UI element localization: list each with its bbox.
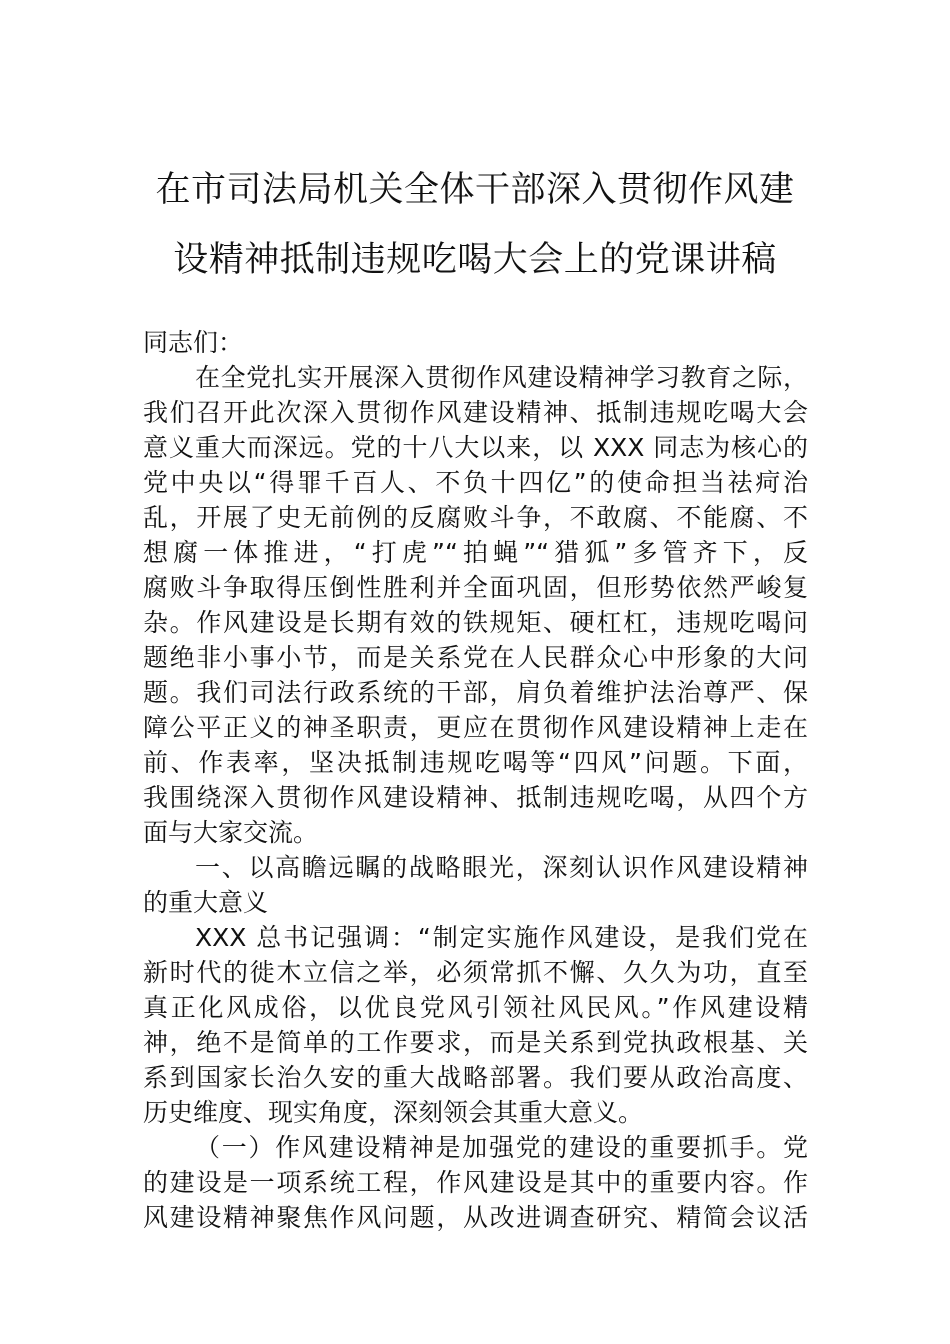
document-body [143, 325, 808, 1235]
paragraph-line: 想腐一体推进，“打虎”“拍蝇”“猎狐”多管齐下，反 [143, 538, 808, 567]
paragraph-line: 题绝非小事小节，而是关系党在人民群众心中形象的大问 [143, 643, 808, 672]
paragraph-line: 乱，开展了史无前例的反腐败斗争，不敢腐、不能腐、不 [143, 503, 808, 532]
document-title-line-2: 设精神抵制违规吃喝大会上的党课讲稿 [173, 240, 777, 280]
paragraph-line: XXX 总书记强调：“制定实施作风建设，是我们党在 [195, 923, 808, 952]
section-heading-line: 一、以高瞻远瞩的战略眼光，深刻认识作风建设精神 [195, 853, 808, 882]
paragraph-line: 题。我们司法行政系统的干部，肩负着维护法治尊严、保 [143, 678, 808, 707]
paragraph-line: 前、作表率，坚决抵制违规吃喝等“四风”问题。下面， [143, 748, 808, 777]
paragraph-line: 系到国家长治久安的重大战略部署。我们要从政治高度、 [143, 1063, 808, 1092]
paragraph-line: 障公平正义的神圣职责，更应在贯彻作风建设精神上走在 [143, 713, 808, 742]
paragraph-line: 神，绝不是简单的工作要求，而是关系到党执政根基、关 [143, 1028, 808, 1057]
paragraph-line: 新时代的徙木立信之举，必须常抓不懈、久久为功，直至 [143, 958, 808, 987]
paragraph-line: 的建设是一项系统工程，作风建设是其中的重要内容。作 [143, 1168, 808, 1197]
paragraph-line: 历史维度、现实角度，深刻领会其重大意义。 [143, 1098, 644, 1127]
paragraph-line: 杂。作风建设是长期有效的铁规矩、硬杠杠，违规吃喝问 [143, 608, 808, 637]
paragraph-line: 意义重大而深远。党的十八大以来，以 XXX 同志为核心的 [143, 433, 808, 462]
paragraph-line: 我们召开此次深入贯彻作风建设精神、抵制违规吃喝大会 [143, 398, 808, 427]
paragraph-line: 党中央以“得罪千百人、不负十四亿”的使命担当祛疴治 [143, 468, 808, 497]
paragraph-line: 风建设精神聚焦作风问题，从改进调查研究、精简会议活 [143, 1203, 808, 1232]
paragraph-line: 真正化风成俗，以优良党风引领社风民风。”作风建设精 [143, 993, 808, 1022]
salutation: 同志们： [143, 328, 244, 357]
paragraph-line: 腐败斗争取得压倒性胜利并全面巩固，但形势依然严峻复 [143, 573, 808, 602]
document-title-line-1: 在市司法局机关全体干部深入贯彻作风建 [155, 170, 795, 210]
paragraph-line: （一）作风建设精神是加强党的建设的重要抓手。党 [195, 1133, 808, 1162]
section-heading-line: 的重大意义 [143, 888, 269, 917]
paragraph-line: 我围绕深入贯彻作风建设精神、抵制违规吃喝，从四个方 [143, 783, 808, 812]
paragraph-line: 在全党扎实开展深入贯彻作风建设精神学习教育之际， [195, 363, 808, 392]
paragraph-line: 面与大家交流。 [143, 818, 319, 847]
